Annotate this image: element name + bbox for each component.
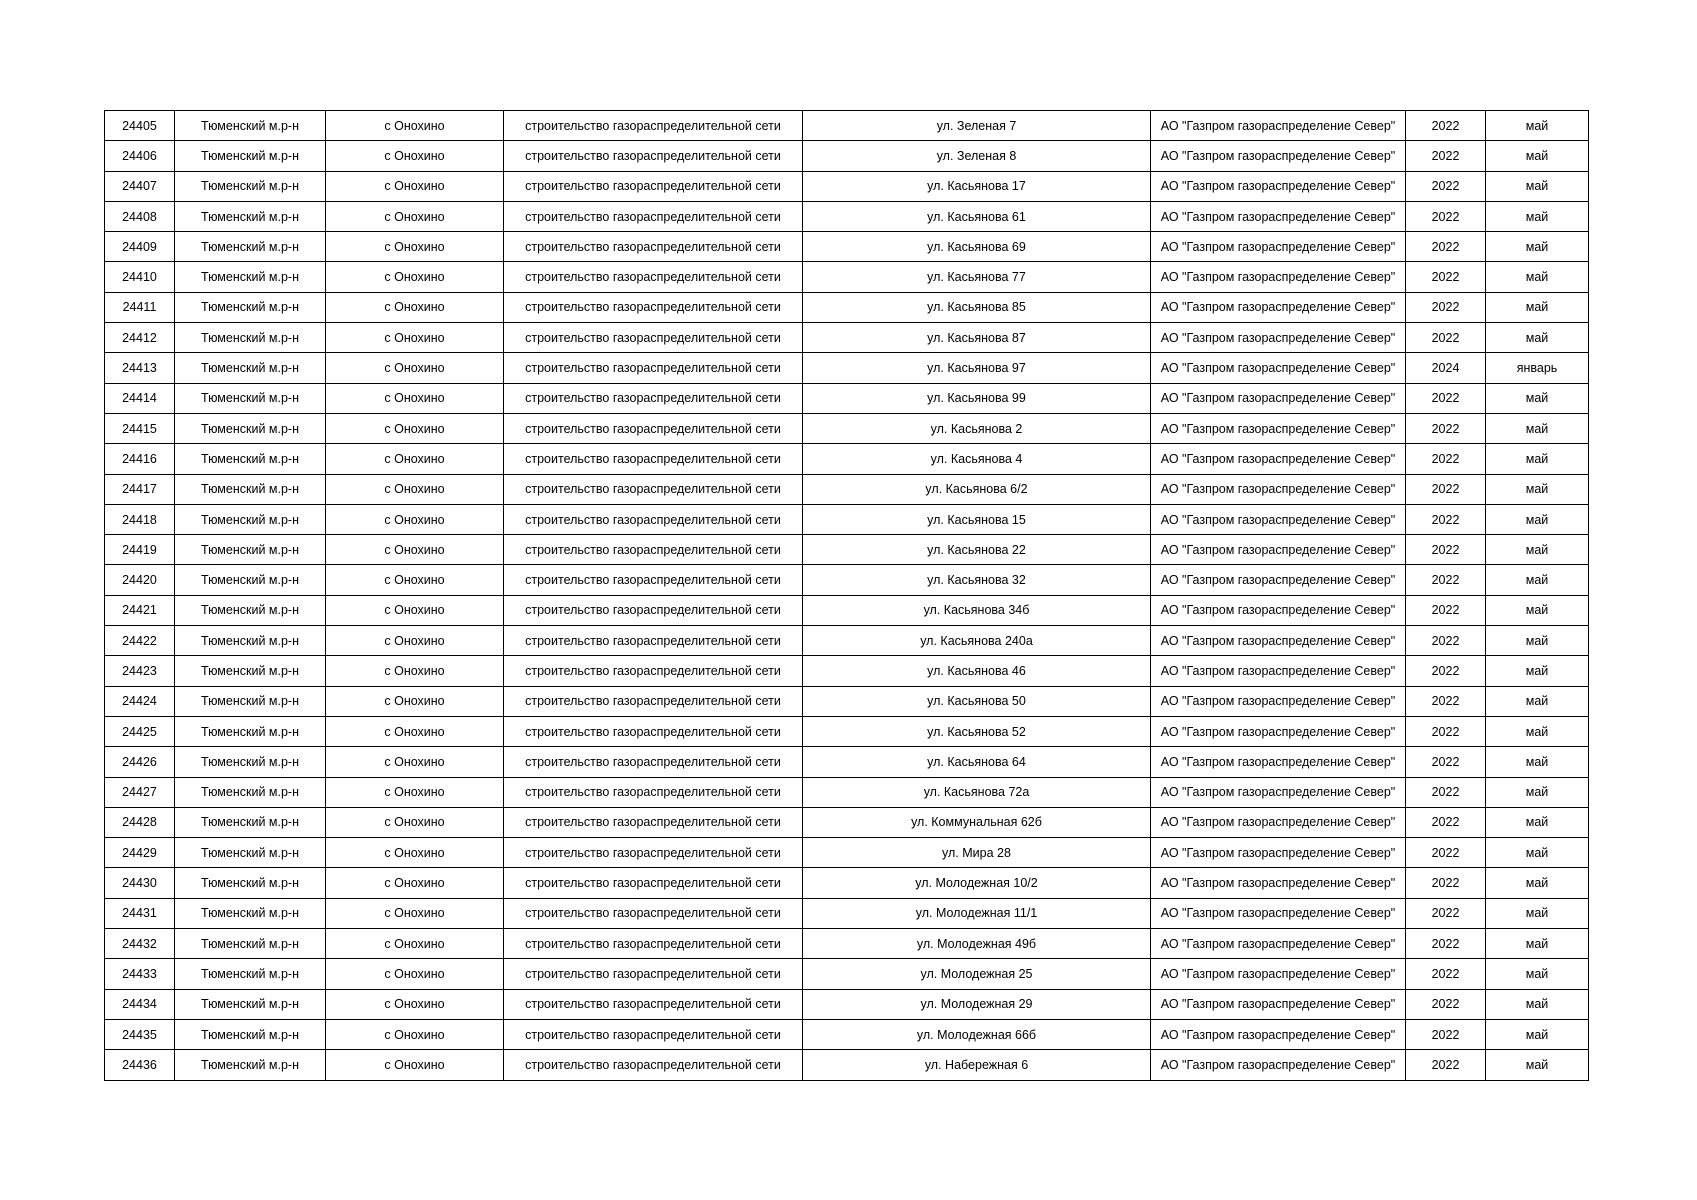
cell-work-type: строительство газораспределительной сети [504, 1050, 803, 1080]
cell-organization: АО "Газпром газораспределение Север" [1151, 747, 1406, 777]
cell-locality: с Онохино [326, 747, 504, 777]
cell-id: 24420 [105, 565, 175, 595]
cell-id: 24409 [105, 232, 175, 262]
cell-month: май [1486, 535, 1589, 565]
cell-locality: с Онохино [326, 474, 504, 504]
table-row [105, 474, 1589, 504]
table-row [105, 807, 1589, 837]
cell-address: ул. Касьянова 4 [803, 444, 1151, 474]
cell-district: Тюменский м.р-н [175, 201, 326, 231]
cell-work-type: строительство газораспределительной сети [504, 141, 803, 171]
table-row [105, 141, 1589, 171]
cell-month: май [1486, 595, 1589, 625]
cell-district: Тюменский м.р-н [175, 262, 326, 292]
cell-month: май [1486, 323, 1589, 353]
cell-district: Тюменский м.р-н [175, 353, 326, 383]
table-row [105, 413, 1589, 443]
table-row [105, 444, 1589, 474]
cell-month: май [1486, 1019, 1589, 1049]
cell-locality: с Онохино [326, 989, 504, 1019]
table-row [105, 323, 1589, 353]
cell-year: 2022 [1406, 535, 1486, 565]
cell-month: май [1486, 868, 1589, 898]
cell-month: май [1486, 989, 1589, 1019]
cell-month: май [1486, 504, 1589, 534]
cell-id: 24416 [105, 444, 175, 474]
cell-address: ул. Касьянова 52 [803, 716, 1151, 746]
cell-work-type: строительство газораспределительной сети [504, 807, 803, 837]
cell-address: ул. Касьянова 99 [803, 383, 1151, 413]
cell-address: ул. Мира 28 [803, 838, 1151, 868]
cell-address: ул. Молодежная 49б [803, 929, 1151, 959]
cell-id: 24436 [105, 1050, 175, 1080]
cell-year: 2022 [1406, 929, 1486, 959]
cell-year: 2022 [1406, 323, 1486, 353]
cell-address: ул. Касьянова 34б [803, 595, 1151, 625]
table-row [105, 838, 1589, 868]
cell-organization: АО "Газпром газораспределение Север" [1151, 807, 1406, 837]
cell-month: май [1486, 474, 1589, 504]
cell-address: ул. Касьянова 15 [803, 504, 1151, 534]
cell-id: 24421 [105, 595, 175, 625]
cell-organization: АО "Газпром газораспределение Север" [1151, 595, 1406, 625]
cell-locality: с Онохино [326, 413, 504, 443]
cell-year: 2022 [1406, 777, 1486, 807]
table-row [105, 111, 1589, 141]
cell-month: май [1486, 1050, 1589, 1080]
cell-district: Тюменский м.р-н [175, 232, 326, 262]
cell-id: 24408 [105, 201, 175, 231]
cell-address: ул. Касьянова 72а [803, 777, 1151, 807]
cell-month: май [1486, 262, 1589, 292]
cell-month: май [1486, 413, 1589, 443]
cell-work-type: строительство газораспределительной сети [504, 656, 803, 686]
cell-id: 24406 [105, 141, 175, 171]
cell-id: 24423 [105, 656, 175, 686]
cell-organization: АО "Газпром газораспределение Север" [1151, 232, 1406, 262]
cell-month: май [1486, 807, 1589, 837]
cell-address: ул. Касьянова 22 [803, 535, 1151, 565]
table-row [105, 565, 1589, 595]
cell-work-type: строительство газораспределительной сети [504, 565, 803, 595]
cell-locality: с Онохино [326, 565, 504, 595]
cell-organization: АО "Газпром газораспределение Север" [1151, 838, 1406, 868]
cell-organization: АО "Газпром газораспределение Север" [1151, 898, 1406, 928]
cell-id: 24429 [105, 838, 175, 868]
cell-id: 24428 [105, 807, 175, 837]
cell-district: Тюменский м.р-н [175, 1019, 326, 1049]
cell-id: 24432 [105, 929, 175, 959]
cell-address: ул. Молодежная 10/2 [803, 868, 1151, 898]
cell-year: 2022 [1406, 171, 1486, 201]
table-row [105, 656, 1589, 686]
cell-month: январь [1486, 353, 1589, 383]
table-row [105, 1019, 1589, 1049]
cell-work-type: строительство газораспределительной сети [504, 111, 803, 141]
cell-year: 2022 [1406, 838, 1486, 868]
cell-id: 24415 [105, 413, 175, 443]
cell-year: 2022 [1406, 1050, 1486, 1080]
cell-work-type: строительство газораспределительной сети [504, 626, 803, 656]
table-row [105, 989, 1589, 1019]
cell-district: Тюменский м.р-н [175, 777, 326, 807]
cell-work-type: строительство газораспределительной сети [504, 353, 803, 383]
cell-id: 24418 [105, 504, 175, 534]
cell-organization: АО "Газпром газораспределение Север" [1151, 353, 1406, 383]
cell-year: 2022 [1406, 989, 1486, 1019]
cell-year: 2022 [1406, 868, 1486, 898]
cell-organization: АО "Газпром газораспределение Север" [1151, 656, 1406, 686]
cell-organization: АО "Газпром газораспределение Север" [1151, 716, 1406, 746]
cell-organization: АО "Газпром газораспределение Север" [1151, 504, 1406, 534]
cell-organization: АО "Газпром газораспределение Север" [1151, 626, 1406, 656]
cell-district: Тюменский м.р-н [175, 716, 326, 746]
cell-district: Тюменский м.р-н [175, 1050, 326, 1080]
table-row [105, 262, 1589, 292]
cell-address: ул. Набережная 6 [803, 1050, 1151, 1080]
cell-month: май [1486, 656, 1589, 686]
cell-work-type: строительство газораспределительной сети [504, 777, 803, 807]
cell-organization: АО "Газпром газораспределение Север" [1151, 565, 1406, 595]
cell-work-type: строительство газораспределительной сети [504, 595, 803, 625]
cell-work-type: строительство газораспределительной сети [504, 535, 803, 565]
cell-month: май [1486, 929, 1589, 959]
cell-organization: АО "Газпром газораспределение Север" [1151, 201, 1406, 231]
cell-work-type: строительство газораспределительной сети [504, 444, 803, 474]
cell-district: Тюменский м.р-н [175, 838, 326, 868]
cell-work-type: строительство газораспределительной сети [504, 171, 803, 201]
cell-address: ул. Молодежная 66б [803, 1019, 1151, 1049]
cell-address: ул. Молодежная 29 [803, 989, 1151, 1019]
cell-work-type: строительство газораспределительной сети [504, 898, 803, 928]
cell-year: 2022 [1406, 898, 1486, 928]
cell-address: ул. Касьянова 77 [803, 262, 1151, 292]
cell-locality: с Онохино [326, 141, 504, 171]
cell-locality: с Онохино [326, 626, 504, 656]
cell-year: 2022 [1406, 595, 1486, 625]
cell-locality: с Онохино [326, 777, 504, 807]
cell-work-type: строительство газораспределительной сети [504, 989, 803, 1019]
cell-organization: АО "Газпром газораспределение Север" [1151, 141, 1406, 171]
cell-work-type: строительство газораспределительной сети [504, 232, 803, 262]
cell-address: ул. Касьянова 17 [803, 171, 1151, 201]
table-row [105, 898, 1589, 928]
cell-locality: с Онохино [326, 807, 504, 837]
cell-locality: с Онохино [326, 959, 504, 989]
cell-locality: с Онохино [326, 1019, 504, 1049]
cell-month: май [1486, 565, 1589, 595]
cell-year: 2022 [1406, 444, 1486, 474]
table-row [105, 171, 1589, 201]
cell-district: Тюменский м.р-н [175, 989, 326, 1019]
cell-district: Тюменский м.р-н [175, 413, 326, 443]
cell-district: Тюменский м.р-н [175, 292, 326, 322]
cell-locality: с Онохино [326, 171, 504, 201]
cell-month: май [1486, 141, 1589, 171]
cell-month: май [1486, 686, 1589, 716]
cell-work-type: строительство газораспределительной сети [504, 959, 803, 989]
cell-work-type: строительство газораспределительной сети [504, 504, 803, 534]
cell-month: май [1486, 716, 1589, 746]
cell-year: 2022 [1406, 201, 1486, 231]
table-row [105, 383, 1589, 413]
cell-district: Тюменский м.р-н [175, 474, 326, 504]
cell-work-type: строительство газораспределительной сети [504, 474, 803, 504]
cell-organization: АО "Газпром газораспределение Север" [1151, 777, 1406, 807]
cell-address: ул. Касьянова 85 [803, 292, 1151, 322]
cell-district: Тюменский м.р-н [175, 656, 326, 686]
cell-organization: АО "Газпром газораспределение Север" [1151, 171, 1406, 201]
cell-year: 2022 [1406, 959, 1486, 989]
cell-locality: с Онохино [326, 201, 504, 231]
cell-locality: с Онохино [326, 838, 504, 868]
cell-id: 24431 [105, 898, 175, 928]
cell-id: 24426 [105, 747, 175, 777]
cell-locality: с Онохино [326, 656, 504, 686]
table-body [105, 111, 1589, 1081]
cell-locality: с Онохино [326, 504, 504, 534]
cell-locality: с Онохино [326, 535, 504, 565]
cell-locality: с Онохино [326, 383, 504, 413]
cell-locality: с Онохино [326, 323, 504, 353]
cell-year: 2022 [1406, 232, 1486, 262]
cell-year: 2022 [1406, 504, 1486, 534]
cell-organization: АО "Газпром газораспределение Север" [1151, 535, 1406, 565]
cell-id: 24424 [105, 686, 175, 716]
cell-district: Тюменский м.р-н [175, 444, 326, 474]
cell-work-type: строительство газораспределительной сети [504, 868, 803, 898]
cell-locality: с Онохино [326, 716, 504, 746]
cell-month: май [1486, 383, 1589, 413]
cell-month: май [1486, 838, 1589, 868]
cell-locality: с Онохино [326, 1050, 504, 1080]
cell-id: 24433 [105, 959, 175, 989]
cell-district: Тюменский м.р-н [175, 535, 326, 565]
cell-address: ул. Касьянова 87 [803, 323, 1151, 353]
table-row [105, 626, 1589, 656]
cell-work-type: строительство газораспределительной сети [504, 1019, 803, 1049]
cell-month: май [1486, 959, 1589, 989]
cell-district: Тюменский м.р-н [175, 807, 326, 837]
cell-month: май [1486, 111, 1589, 141]
cell-address: ул. Касьянова 50 [803, 686, 1151, 716]
cell-id: 24412 [105, 323, 175, 353]
cell-work-type: строительство газораспределительной сети [504, 838, 803, 868]
table-row [105, 716, 1589, 746]
cell-year: 2022 [1406, 716, 1486, 746]
cell-district: Тюменский м.р-н [175, 171, 326, 201]
cell-work-type: строительство газораспределительной сети [504, 292, 803, 322]
cell-locality: с Онохино [326, 686, 504, 716]
cell-address: ул. Касьянова 240а [803, 626, 1151, 656]
cell-year: 2024 [1406, 353, 1486, 383]
cell-locality: с Онохино [326, 262, 504, 292]
cell-district: Тюменский м.р-н [175, 323, 326, 353]
cell-organization: АО "Газпром газораспределение Север" [1151, 413, 1406, 443]
cell-id: 24411 [105, 292, 175, 322]
table-row [105, 232, 1589, 262]
cell-year: 2022 [1406, 747, 1486, 777]
table-row [105, 777, 1589, 807]
cell-id: 24425 [105, 716, 175, 746]
cell-work-type: строительство газораспределительной сети [504, 262, 803, 292]
cell-year: 2022 [1406, 413, 1486, 443]
cell-district: Тюменский м.р-н [175, 565, 326, 595]
cell-work-type: строительство газораспределительной сети [504, 323, 803, 353]
cell-month: май [1486, 444, 1589, 474]
cell-district: Тюменский м.р-н [175, 686, 326, 716]
cell-district: Тюменский м.р-н [175, 595, 326, 625]
cell-id: 24407 [105, 171, 175, 201]
cell-district: Тюменский м.р-н [175, 383, 326, 413]
cell-id: 24434 [105, 989, 175, 1019]
cell-address: ул. Касьянова 61 [803, 201, 1151, 231]
cell-month: май [1486, 171, 1589, 201]
table-row [105, 535, 1589, 565]
cell-address: ул. Коммунальная 62б [803, 807, 1151, 837]
cell-locality: с Онохино [326, 111, 504, 141]
cell-work-type: строительство газораспределительной сети [504, 413, 803, 443]
cell-id: 24405 [105, 111, 175, 141]
cell-year: 2022 [1406, 383, 1486, 413]
cell-month: май [1486, 747, 1589, 777]
cell-id: 24427 [105, 777, 175, 807]
cell-work-type: строительство газораспределительной сети [504, 686, 803, 716]
cell-month: май [1486, 292, 1589, 322]
cell-work-type: строительство газораспределительной сети [504, 201, 803, 231]
cell-district: Тюменский м.р-н [175, 111, 326, 141]
cell-organization: АО "Газпром газораспределение Север" [1151, 989, 1406, 1019]
cell-id: 24435 [105, 1019, 175, 1049]
table-row [105, 1050, 1589, 1080]
cell-organization: АО "Газпром газораспределение Север" [1151, 686, 1406, 716]
cell-district: Тюменский м.р-н [175, 868, 326, 898]
cell-id: 24419 [105, 535, 175, 565]
cell-organization: АО "Газпром газораспределение Север" [1151, 262, 1406, 292]
cell-id: 24414 [105, 383, 175, 413]
cell-address: ул. Касьянова 69 [803, 232, 1151, 262]
cell-year: 2022 [1406, 474, 1486, 504]
cell-locality: с Онохино [326, 292, 504, 322]
cell-year: 2022 [1406, 686, 1486, 716]
table-row [105, 595, 1589, 625]
cell-locality: с Онохино [326, 232, 504, 262]
cell-district: Тюменский м.р-н [175, 626, 326, 656]
cell-address: ул. Касьянова 32 [803, 565, 1151, 595]
cell-organization: АО "Газпром газораспределение Север" [1151, 111, 1406, 141]
cell-month: май [1486, 232, 1589, 262]
cell-id: 24430 [105, 868, 175, 898]
cell-locality: с Онохино [326, 898, 504, 928]
cell-work-type: строительство газораспределительной сети [504, 716, 803, 746]
cell-locality: с Онохино [326, 444, 504, 474]
cell-organization: АО "Газпром газораспределение Север" [1151, 1019, 1406, 1049]
cell-district: Тюменский м.р-н [175, 959, 326, 989]
cell-id: 24413 [105, 353, 175, 383]
table-row [105, 929, 1589, 959]
cell-year: 2022 [1406, 292, 1486, 322]
table-row [105, 504, 1589, 534]
cell-district: Тюменский м.р-н [175, 929, 326, 959]
cell-organization: АО "Газпром газораспределение Север" [1151, 474, 1406, 504]
cell-district: Тюменский м.р-н [175, 504, 326, 534]
cell-month: май [1486, 777, 1589, 807]
cell-work-type: строительство газораспределительной сети [504, 929, 803, 959]
cell-locality: с Онохино [326, 353, 504, 383]
table-row [105, 353, 1589, 383]
cell-district: Тюменский м.р-н [175, 141, 326, 171]
cell-address: ул. Зеленая 7 [803, 111, 1151, 141]
table-row [105, 201, 1589, 231]
cell-id: 24410 [105, 262, 175, 292]
cell-address: ул. Касьянова 97 [803, 353, 1151, 383]
cell-year: 2022 [1406, 807, 1486, 837]
cell-locality: с Онохино [326, 595, 504, 625]
cell-work-type: строительство газораспределительной сети [504, 383, 803, 413]
cell-id: 24422 [105, 626, 175, 656]
cell-work-type: строительство газораспределительной сети [504, 747, 803, 777]
cell-address: ул. Молодежная 11/1 [803, 898, 1151, 928]
cell-organization: АО "Газпром газораспределение Север" [1151, 929, 1406, 959]
table-row [105, 292, 1589, 322]
cell-organization: АО "Газпром газораспределение Север" [1151, 383, 1406, 413]
table-row [105, 686, 1589, 716]
cell-address: ул. Молодежная 25 [803, 959, 1151, 989]
cell-month: май [1486, 898, 1589, 928]
cell-district: Тюменский м.р-н [175, 898, 326, 928]
cell-address: ул. Касьянова 6/2 [803, 474, 1151, 504]
cell-year: 2022 [1406, 141, 1486, 171]
cell-locality: с Онохино [326, 929, 504, 959]
data-table [104, 110, 1589, 1081]
cell-locality: с Онохино [326, 868, 504, 898]
cell-address: ул. Касьянова 2 [803, 413, 1151, 443]
cell-year: 2022 [1406, 1019, 1486, 1049]
cell-address: ул. Касьянова 46 [803, 656, 1151, 686]
cell-id: 24417 [105, 474, 175, 504]
table-row [105, 959, 1589, 989]
cell-address: ул. Зеленая 8 [803, 141, 1151, 171]
cell-year: 2022 [1406, 262, 1486, 292]
cell-year: 2022 [1406, 111, 1486, 141]
cell-month: май [1486, 626, 1589, 656]
cell-organization: АО "Газпром газораспределение Север" [1151, 292, 1406, 322]
table-row [105, 747, 1589, 777]
cell-district: Тюменский м.р-н [175, 747, 326, 777]
cell-organization: АО "Газпром газораспределение Север" [1151, 323, 1406, 353]
cell-year: 2022 [1406, 656, 1486, 686]
cell-organization: АО "Газпром газораспределение Север" [1151, 1050, 1406, 1080]
cell-month: май [1486, 201, 1589, 231]
cell-organization: АО "Газпром газораспределение Север" [1151, 444, 1406, 474]
cell-address: ул. Касьянова 64 [803, 747, 1151, 777]
cell-year: 2022 [1406, 565, 1486, 595]
cell-organization: АО "Газпром газораспределение Север" [1151, 959, 1406, 989]
table-row [105, 868, 1589, 898]
cell-organization: АО "Газпром газораспределение Север" [1151, 868, 1406, 898]
cell-year: 2022 [1406, 626, 1486, 656]
